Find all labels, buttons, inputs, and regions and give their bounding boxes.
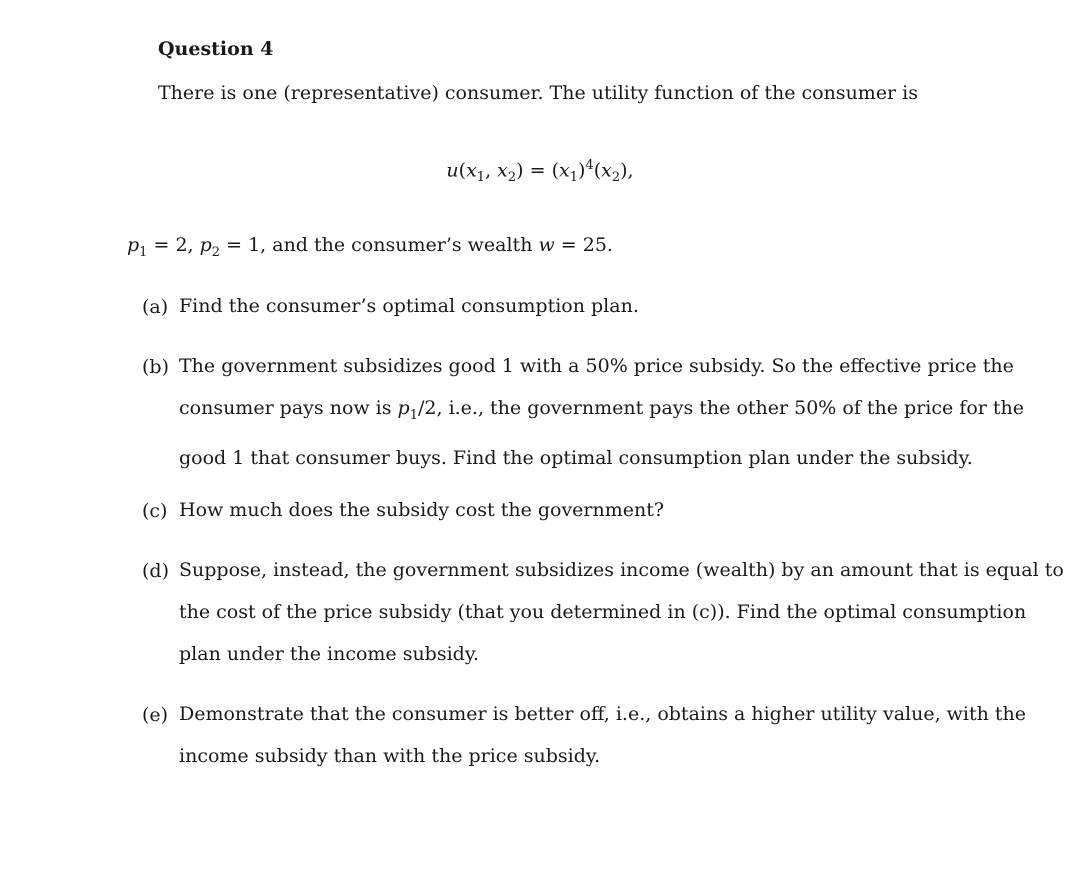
part-text: Suppose, instead, the government subsidizes income (wealth) by an amount that is equal to the cost of the price subsidy (that you determined in (c)). Find the optimal consumption plan under the income subsidy.	[179, 559, 1064, 665]
part-label: (e)	[142, 704, 169, 726]
utility-formula: $u(x_1$, $x_2) = (x_1)^4(x_2)$,	[446, 158, 634, 186]
part-label: (c)	[142, 500, 168, 522]
part-label: (b)	[142, 356, 169, 378]
part-text: Demonstrate that the consumer is better off, i.e., obtains a higher utility value, with the income subsidy than with the price subsidy.	[179, 703, 1027, 767]
part-label: (d)	[142, 560, 169, 582]
question-intro: There is one (representative) consumer. The utility function of the consumer is	[158, 82, 919, 104]
part-label: (a)	[142, 296, 169, 318]
part-text: How much does the subsidy cost the government?	[179, 499, 665, 521]
parameters-line: $p_1 = 2$, $p_2 = 1$, and the consumer’s wealth w = 25.	[127, 234, 613, 260]
question-title: Question 4	[158, 38, 274, 60]
part-text: The government subsidizes good 1 with a 50% price subsidy. So the effective price the consumer pays now is $p_1/2$, i.e., the government pays the other 50% of the price for the good 1 that consumer buys. Find the optimal consumption plan under the subsidy.	[179, 355, 1025, 469]
part-text: Find the consumer’s optimal consumption plan.	[179, 295, 639, 317]
